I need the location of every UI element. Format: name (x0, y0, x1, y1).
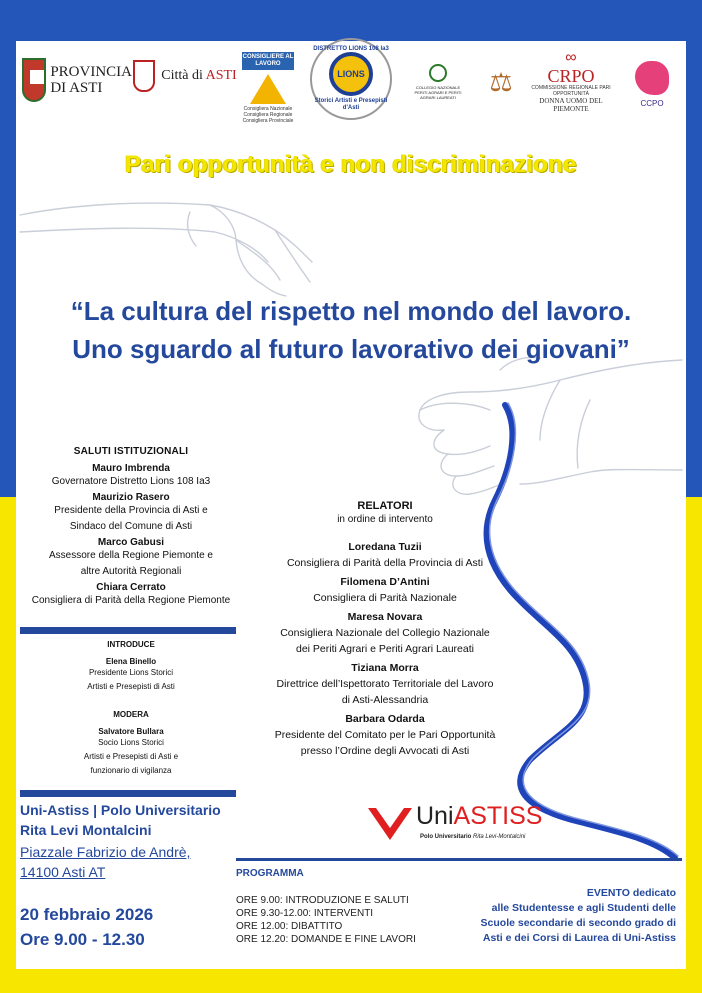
programma-header: PROGRAMMA (236, 868, 304, 879)
saluti-name-2: Marco Gabusi (97, 537, 165, 548)
evento-line: EVENTO dedicato (586, 887, 676, 899)
ministero-logo (410, 52, 466, 112)
saluti-role-2b: altre Autorità Regionali (80, 566, 182, 577)
programma-item: ORE 9.00: INTRODUZIONE E SALUTI (236, 895, 409, 906)
citta-name: ASTI (205, 68, 237, 83)
saluti-role-1b: Sindaco del Comune di Asti (69, 521, 193, 532)
saluti-role-1a: Presidente della Provincia di Asti e (54, 505, 208, 516)
provincia-line1: PROVINCIA (50, 64, 132, 80)
introduce-section (20, 640, 242, 694)
relatore-role-2a: Consigliera Nazionale del Collegio Nazionale (280, 627, 490, 639)
event-title (0, 292, 702, 368)
consigliere-sub: Consigliera Nazionale Consigliera Regionale Consigliera Provinciale (242, 106, 294, 124)
modera-role-2: funzionario di vigilanza (90, 766, 172, 775)
saluti-role-2a: Assessore della Regione Piemonte e (49, 550, 213, 561)
logos-row (18, 46, 684, 136)
ministero-sub: COLLEGIO NAZIONALE PERITI AGRARI E PERITI AGRARI LAUREATI (414, 85, 462, 100)
relatori-sub: in ordine di intervento (337, 514, 433, 525)
citta-prefix: Città di (161, 68, 206, 83)
uniastiss-main: ASTISS (453, 802, 543, 830)
crpo-big: CRPO (547, 66, 595, 86)
scales-of-justice-icon: ⚖ (489, 67, 513, 97)
uniastiss-sub-italic: Rita Levi-Montalcini (473, 834, 526, 840)
modera-name: Salvatore Bullara (98, 727, 164, 736)
relatore-name-3: Tiziana Morra (351, 662, 419, 674)
title-line1: “La cultura del rispetto nel mondo del lavoro. (70, 296, 632, 326)
scales-logo (476, 54, 526, 110)
evento-line: Asti e dei Corsi di Laurea di Uni-Astiss (482, 932, 676, 944)
consigliere-lavoro-logo (240, 48, 296, 128)
lions-sub: Storici Artisti e Presepisti d'Asti (314, 98, 388, 111)
relatore-name-4: Barbara Odarda (345, 713, 425, 725)
consigliere-header: CONSIGLIERE AL LAVORO (242, 52, 294, 70)
venue-addr2[interactable]: 14100 Asti AT (20, 864, 106, 880)
provincia-line2: DI ASTI (50, 80, 103, 96)
venue-line2: Rita Levi Montalcini (20, 822, 152, 838)
programma-item: ORE 9.30-12.00: INTERVENTI (236, 908, 374, 919)
ccpo-logo (624, 48, 680, 120)
uniastiss-v-inner-icon (376, 808, 404, 828)
crpo-symbol-icon: ∞ (565, 49, 577, 66)
introduce-role-1: Artisti e Presepisti di Asti (87, 682, 175, 691)
headline: Pari opportunità e non discriminazione (125, 151, 577, 178)
venue-addr1[interactable]: Piazzale Fabrizio de Andrè, (20, 844, 191, 860)
provincia-crest-icon (22, 58, 46, 102)
ccpo-big: CCPO (640, 98, 664, 108)
relatore-role-4b: presso l’Ordine degli Avvocati di Asti (300, 745, 470, 757)
event-time: Ore 9.00 - 12.30 (20, 930, 145, 949)
saluti-role-0: Governatore Distretto Lions 108 Ia3 (51, 476, 211, 487)
introduce-role-0: Presidente Lions Storici (88, 668, 174, 677)
relatore-name-0: Loredana Tuzii (348, 541, 422, 553)
saluti-name-1: Maurizio Rasero (92, 492, 170, 503)
divider-rule-2 (20, 790, 236, 797)
evento-line: alle Studentesse e agli Studenti delle (491, 902, 676, 914)
introduce-header: INTRODUCE (107, 640, 155, 649)
evento-dedicato (440, 886, 676, 946)
uniastiss-sub (420, 834, 525, 840)
relatore-role-4a: Presidente del Comitato per le Pari Opportunità (274, 729, 496, 741)
crpo-sub2: DONNA UOMO DEL PIEMONTE (539, 97, 603, 113)
modera-section (20, 710, 242, 778)
uniastiss-logo (368, 804, 548, 846)
programma-item: ORE 12.20: DOMANDE E FINE LAVORI (236, 934, 416, 945)
relatore-name-2: Maresa Novara (347, 611, 423, 623)
relatori-header: RELATORI (357, 500, 413, 512)
venue-name (20, 800, 240, 840)
uniastiss-prefix: Uni (416, 802, 454, 830)
event-date (20, 902, 240, 952)
relatori-section (250, 500, 520, 759)
introduce-name: Elena Binello (105, 657, 157, 666)
relatore-name-1: Filomena D’Antini (340, 576, 430, 588)
provincia-asti-logo (22, 50, 132, 110)
relatore-role-0: Consigliera di Parità della Provincia di Asti (286, 557, 484, 569)
programma-rule (236, 858, 682, 861)
programma-item: ORE 12.00: DIBATTITO (236, 921, 343, 932)
venue-line1: Uni-Astiss | Polo Universitario (20, 802, 221, 818)
venue-address-link[interactable] (20, 842, 240, 882)
crpo-sub: COMMISSIONE REGIONALE PARI OPPORTUNITÀ (531, 85, 611, 97)
modera-header: MODERA (113, 710, 149, 719)
divider-rule-1 (20, 627, 236, 634)
uniastiss-name (416, 802, 542, 831)
saluti-name-0: Mauro Imbrenda (92, 463, 170, 474)
saluti-header: SALUTI ISTITUZIONALI (73, 446, 189, 457)
relatore-role-3b: di Asti-Alessandria (341, 694, 429, 706)
evento-line: Scuole secondarie di secondo grado di (480, 917, 676, 929)
lions-logo (310, 38, 392, 120)
event-day: 20 febbraio 2026 (20, 905, 154, 924)
saluti-section (20, 446, 242, 609)
relatore-role-1: Consigliera di Parità Nazionale (313, 592, 457, 604)
crpo-logo (530, 48, 612, 114)
programma-list (236, 894, 436, 946)
lions-ring-text: DISTRETTO LIONS 108 Ia3 (313, 46, 389, 52)
relatore-role-2b: dei Periti Agrari e Periti Agrari Laureati (295, 643, 474, 655)
lions-center: LIONS (337, 69, 365, 79)
title-line2: Uno sguardo al futuro lavorativo dei giovani” (72, 334, 630, 364)
republic-emblem-icon (429, 64, 447, 82)
lions-emblem-icon (329, 52, 373, 96)
relatore-role-3a: Direttrice dell’Ispettorato Territoriale del Lavoro (276, 678, 494, 690)
citta-asti-logo (130, 56, 240, 96)
modera-role-0: Socio Lions Storici (98, 738, 164, 747)
modera-role-1: Artisti e Presepisti di Asti e (83, 752, 179, 761)
warning-sign-icon (250, 74, 286, 104)
ccpo-figure-icon (635, 61, 669, 95)
uniastiss-sub-bold: Polo Universitario (420, 834, 472, 840)
citta-crest-icon (133, 60, 155, 92)
saluti-name-3: Chiara Cerrato (96, 582, 166, 593)
saluti-role-3: Consigliera di Parità della Regione Piemonte (31, 595, 231, 606)
